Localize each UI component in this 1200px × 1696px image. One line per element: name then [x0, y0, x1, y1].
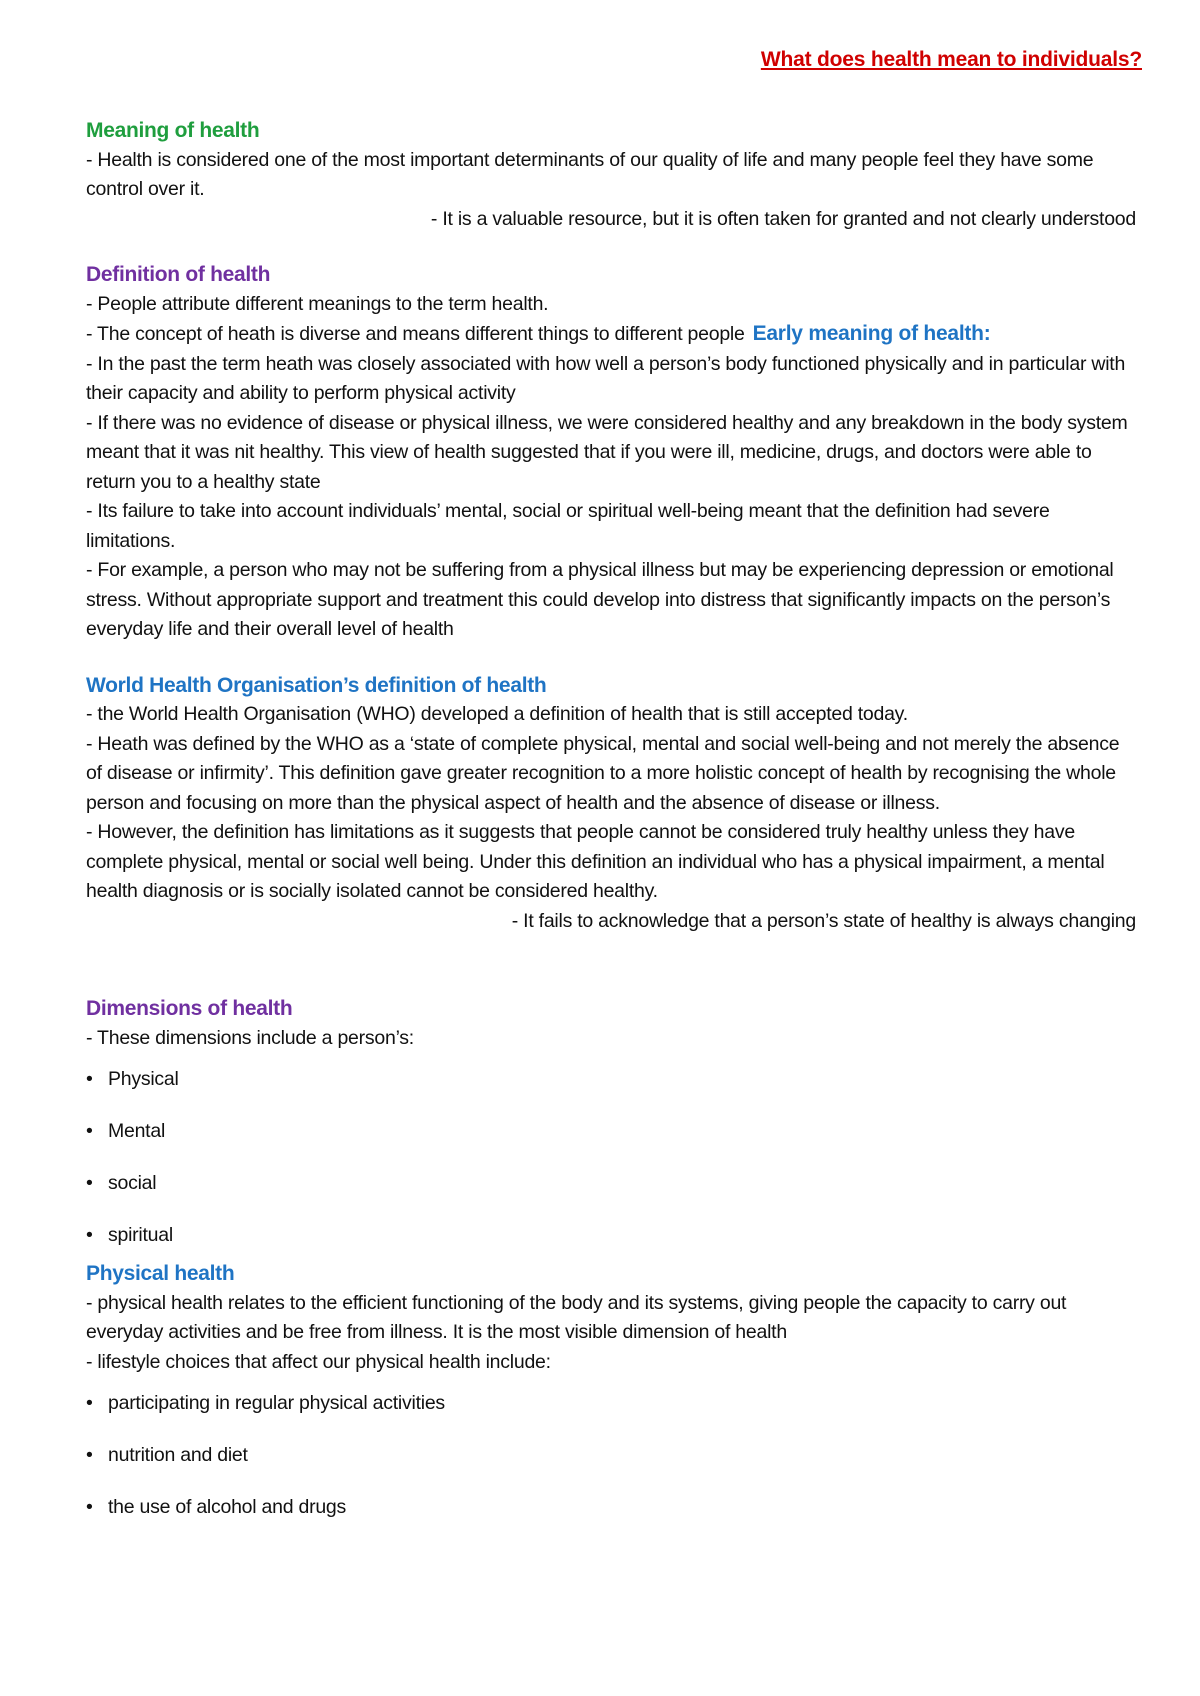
bullet-icon: • — [86, 1392, 93, 1414]
list-item — [86, 1221, 1136, 1259]
paragraph — [86, 319, 1136, 350]
paragraph: - Health is considered one of the most important determinants of our quality of life and many people feel they have some control over it. — [86, 148, 1094, 200]
paragraph: - In the past the term heath was closely associated with how well a person’s body functioned physically and in particular with their capacity and ability to perform physical activity — [86, 352, 1126, 404]
heading-early-meaning: Early meaning of health: — [752, 322, 991, 345]
heading-physical-health: Physical health — [86, 1262, 235, 1285]
bullet-icon: • — [86, 1496, 93, 1518]
heading-who: World Health Organisation’s definition of health — [86, 673, 547, 697]
bullet-icon: • — [86, 1444, 93, 1466]
list-item-text: the use of alcohol and drugs — [108, 1496, 347, 1518]
list-item — [86, 1493, 1136, 1545]
paragraph: - For example, a person who may not be suffering from a physical illness but may be experiencing depression or emotional stress. Without appropriate support and treatment this could develop into distress that significantly impacts on the person’s everyday life and their overall level of health — [86, 559, 1114, 640]
list-item-text: participating in regular physical activities — [108, 1392, 445, 1414]
heading-dimensions: Dimensions of health — [86, 997, 293, 1020]
bullet-icon: • — [86, 1068, 93, 1090]
list-item — [86, 1389, 1136, 1441]
list-item — [86, 1117, 1136, 1169]
list-item-text: spiritual — [108, 1224, 173, 1246]
list-item-text: nutrition and diet — [108, 1444, 248, 1466]
paragraph: - It is a valuable resource, but it is often taken for granted and not clearly understood — [430, 207, 1136, 230]
list-item — [86, 1065, 1136, 1117]
paragraph: - However, the definition has limitations as it suggests that people cannot be considered truly healthy unless they have complete physical, mental or social well being. Under this definition an individual who has a physical impairment, a mental health diagnosis or is socially isolated cannot be considered healthy. — [86, 821, 1105, 902]
list-item-text: social — [108, 1172, 157, 1194]
page-title: What does health mean to individuals? — [760, 48, 1142, 71]
list-item-text: Mental — [108, 1120, 166, 1142]
heading-meaning: Meaning of health — [86, 119, 260, 142]
list-item-text: Physical — [108, 1068, 179, 1090]
paragraph: - physical health relates to the efficient functioning of the body and its systems, giving people the capacity to carry out everyday activities and be free from illness. It is the most visible dimension of health — [86, 1291, 1067, 1343]
document-body — [86, 116, 1136, 1545]
paragraph: - lifestyle choices that affect our physical health include: — [86, 1350, 551, 1373]
paragraph: - These dimensions include a person’s: — [86, 1026, 414, 1049]
paragraph: - People attribute different meanings to the term health. — [86, 292, 549, 315]
heading-definition: Definition of health — [86, 263, 271, 286]
list-item — [86, 1441, 1136, 1493]
bullet-icon: • — [86, 1120, 93, 1142]
paragraph-text: - The concept of heath is diverse and means different things to different people — [86, 323, 745, 345]
paragraph: - the World Health Organisation (WHO) developed a definition of health that is still accepted today. — [86, 703, 908, 725]
list-item — [86, 1169, 1136, 1221]
bullet-icon: • — [86, 1172, 93, 1194]
bullet-icon: • — [86, 1224, 93, 1246]
paragraph: - Its failure to take into account individuals’ mental, social or spiritual well-being meant that the definition had severe limitations. — [86, 500, 1050, 552]
paragraph: - Heath was defined by the WHO as a ‘state of complete physical, mental and social well-being and not merely the absence of disease or infirmity’. This definition gave greater recognition to a more holistic concept of health by recognising the whole person and focusing on more than the physical aspect of health and the absence of disease or illness. — [86, 732, 1120, 814]
paragraph: - It fails to acknowledge that a person’s state of healthy is always changing — [511, 909, 1136, 932]
paragraph: - If there was no evidence of disease or physical illness, we were considered healthy and any breakdown in the body system meant that it was nit healthy. This view of health suggested that if you were ill, medicine, drugs, and doctors were able to return you to a healthy state — [86, 411, 1128, 493]
